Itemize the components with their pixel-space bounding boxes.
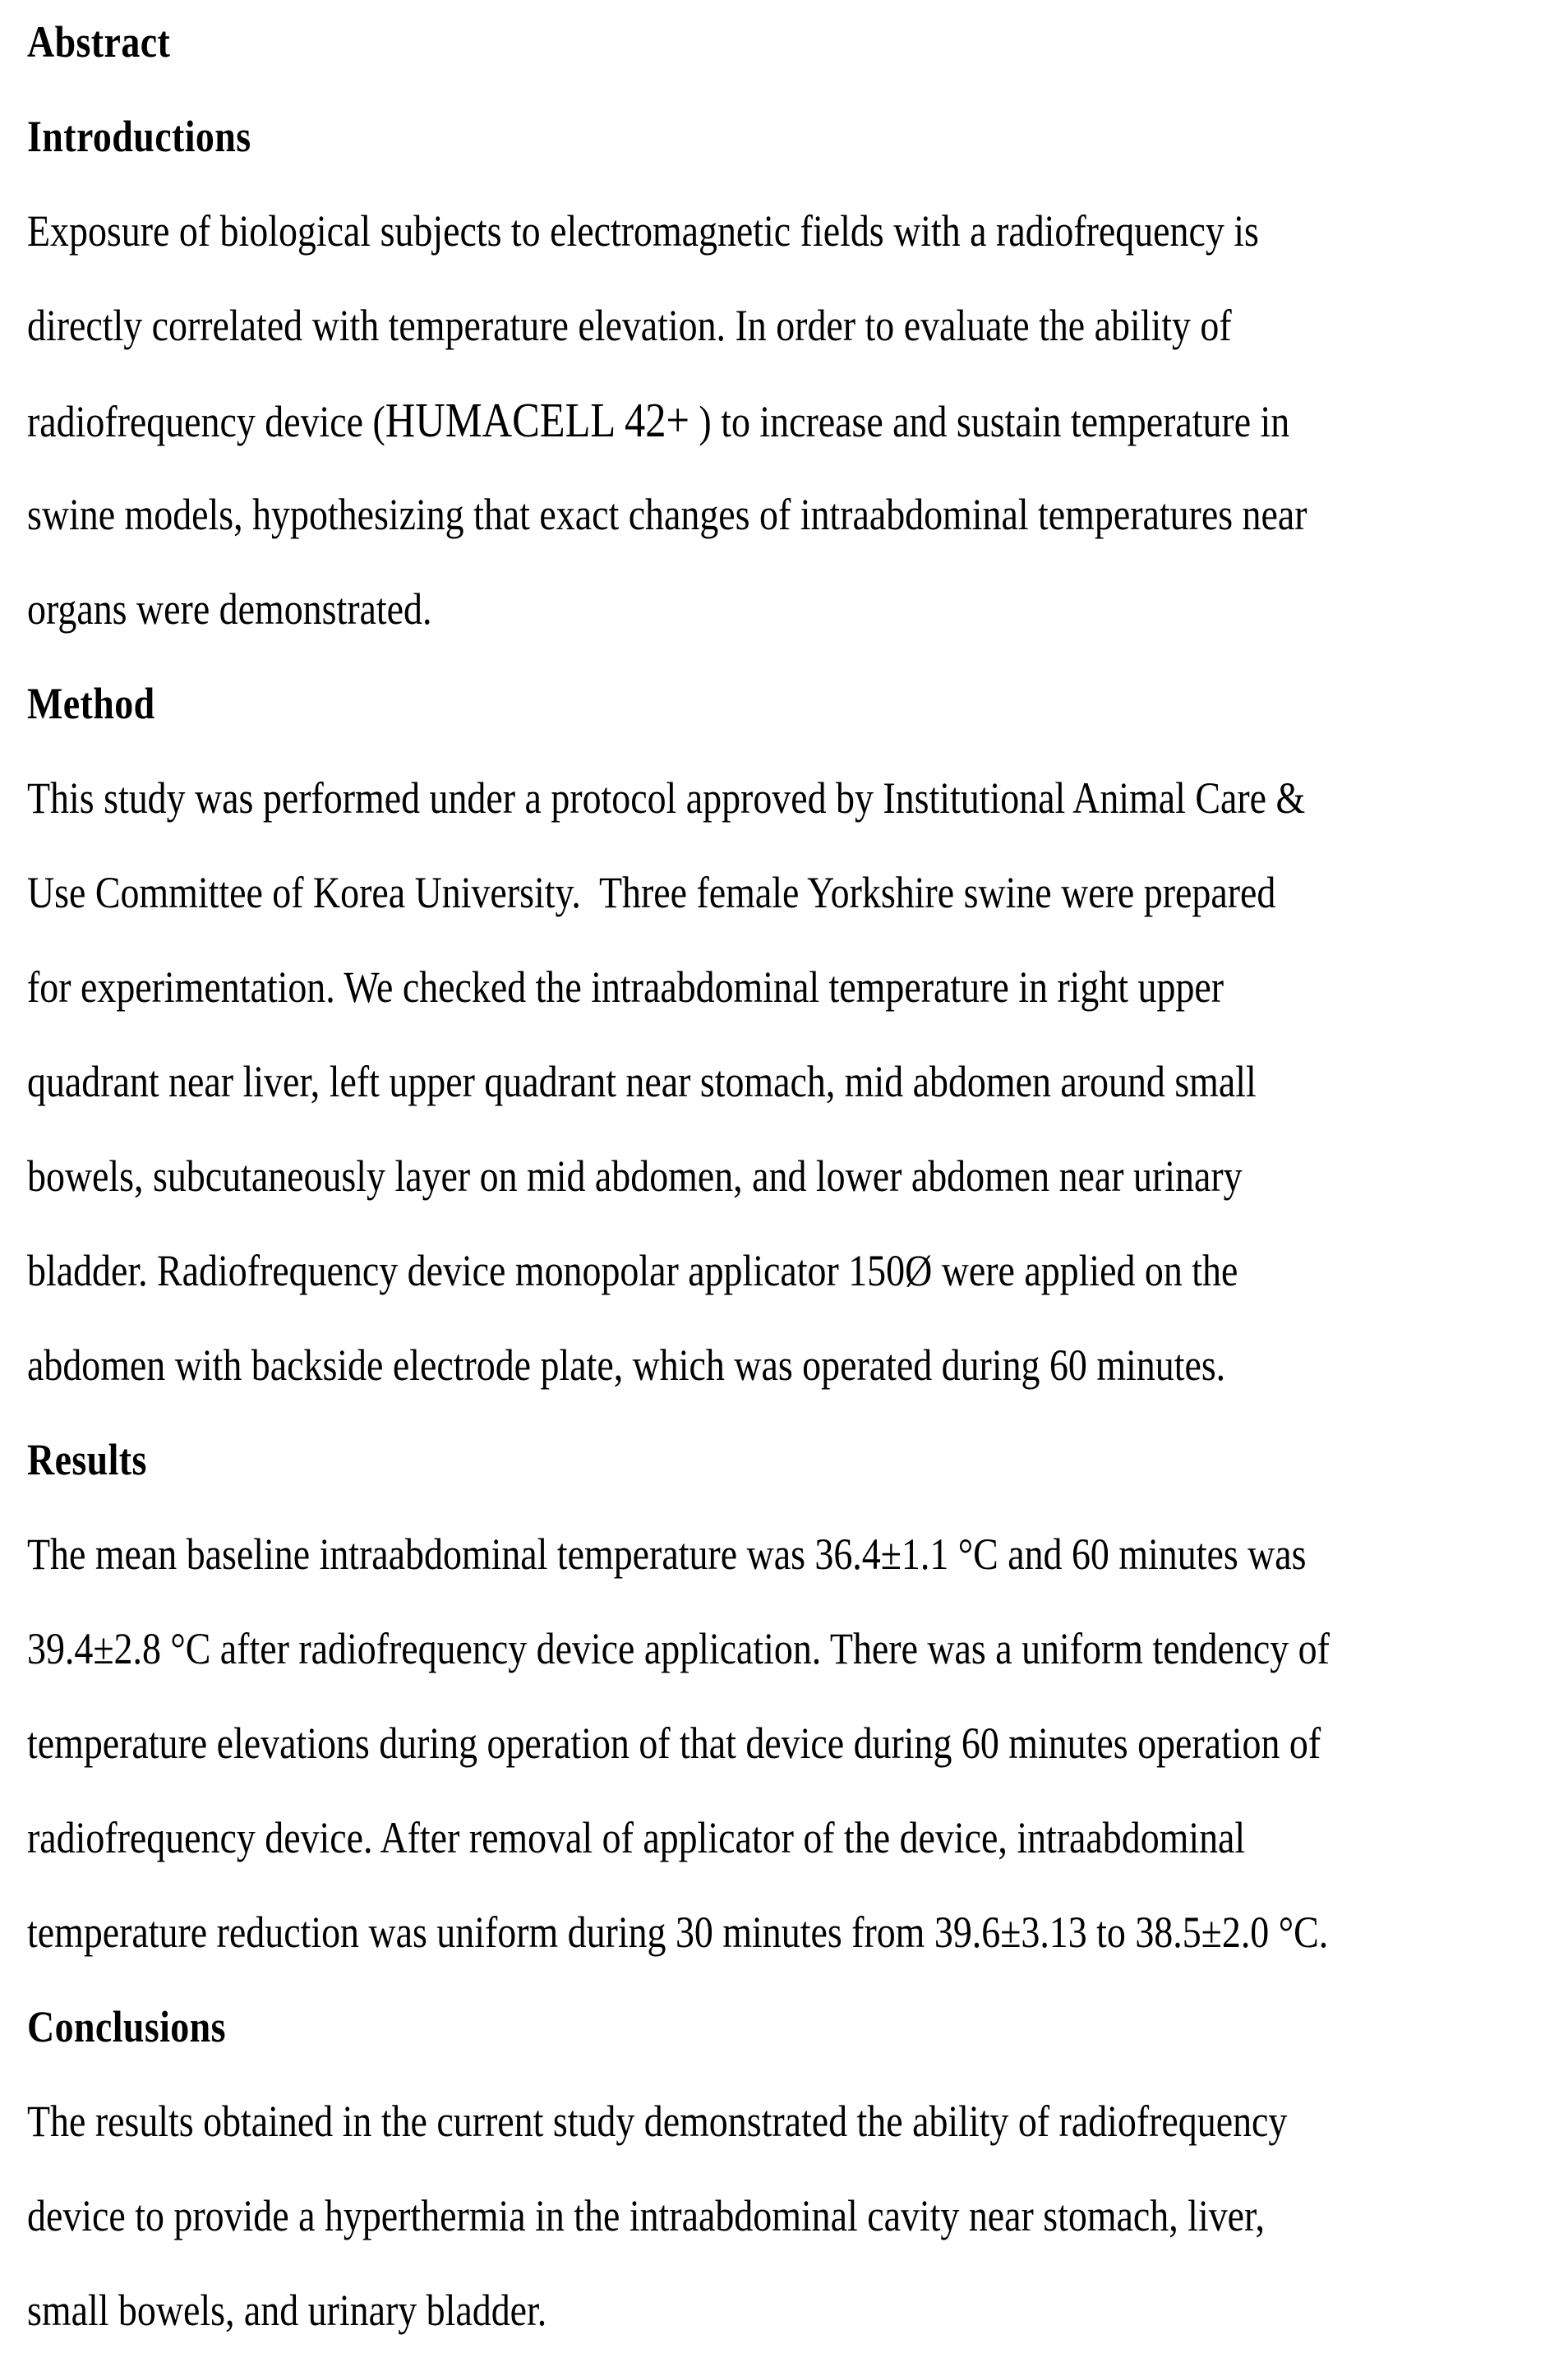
text-line-content <box>27 1791 1245 1885</box>
text-segment: swine models, hypothesizing that exact changes of intraabdominal temperatures near <box>27 490 1307 539</box>
text-line-content <box>27 751 1305 846</box>
text-line-content <box>27 1129 1243 1224</box>
section-heading-text: Results <box>27 1435 147 1484</box>
text-segment: small bowels, and urinary bladder. <box>27 2286 547 2335</box>
device-name-humacell: HUMACELL 42+ <box>385 393 689 447</box>
text-line-content <box>27 2074 1287 2169</box>
text-segment: organs were demonstrated. <box>27 584 432 634</box>
section-heading-conclusions <box>27 1980 1552 2074</box>
text-segment: device to provide a hyperthermia in the intraabdominal cavity near stomach, liver, <box>27 2191 1265 2240</box>
text-segment: Use Committee of Korea University. Three female Yorkshire swine were prepared <box>27 868 1276 917</box>
section-heading-abstract <box>27 0 1552 90</box>
text-line <box>27 1791 1552 1885</box>
text-segment: temperature elevations during operation of that device during 60 minutes operation of <box>27 1719 1321 1768</box>
text-segment: quadrant near liver, left upper quadrant near stomach, mid abdomen around small <box>27 1057 1257 1106</box>
text-segment: abdomen with backside electrode plate, which was operated during 60 minutes. <box>27 1340 1226 1390</box>
text-line-content <box>27 940 1224 1035</box>
text-line <box>27 846 1552 940</box>
text-segment: bowels, subcutaneously layer on mid abdomen, and lower abdomen near urinary <box>27 1151 1243 1201</box>
section-heading-introductions <box>27 90 1552 184</box>
text-line-content <box>27 2169 1265 2263</box>
text-line-content <box>27 1602 1330 1696</box>
text-line-content <box>27 1318 1225 1413</box>
section-heading-method <box>27 657 1552 751</box>
section-heading-text: Abstract <box>27 17 171 67</box>
section-heading-results <box>27 1413 1552 1507</box>
text-line-content <box>27 846 1275 940</box>
text-line <box>27 1318 1552 1413</box>
text-segment: The results obtained in the current study demonstrated the ability of radiofrequency <box>27 2097 1288 2146</box>
text-segment: for experimentation. We checked the intraabdominal temperature in right upper <box>27 962 1224 1012</box>
text-segment: directly correlated with temperature elevation. In order to evaluate the ability of <box>27 301 1232 350</box>
text-line <box>27 1224 1552 1318</box>
text-line-content <box>27 468 1307 562</box>
text-segment: bladder. Radiofrequency device monopolar applicator 150Ø were applied on the <box>27 1246 1238 1295</box>
text-line <box>27 2263 1552 2353</box>
text-line <box>27 1602 1552 1696</box>
text-line <box>27 1696 1552 1791</box>
text-line <box>27 1035 1552 1129</box>
text-line <box>27 279 1552 373</box>
text-line-content <box>27 1507 1307 1602</box>
text-line-content <box>27 279 1232 373</box>
text-segment: Exposure of biological subjects to electromagnetic fields with a radiofrequency is <box>27 206 1259 256</box>
text-line-content <box>27 184 1259 279</box>
text-line <box>27 184 1552 279</box>
text-line <box>27 2169 1552 2263</box>
text-line-content <box>27 2263 546 2353</box>
text-segment: radiofrequency device ( <box>27 397 385 446</box>
text-line-content <box>27 1224 1238 1318</box>
text-line-content <box>27 1885 1328 1980</box>
text-line <box>27 373 1552 468</box>
text-line <box>27 940 1552 1035</box>
section-heading-text: Introductions <box>27 112 251 161</box>
text-line <box>27 562 1552 657</box>
text-segment: The mean baseline intraabdominal temperature was 36.4±1.1 °C and 60 minutes was <box>27 1529 1307 1579</box>
text-segment: ) to increase and sustain temperature in <box>689 397 1290 446</box>
text-line <box>27 468 1552 562</box>
text-line <box>27 1129 1552 1224</box>
text-line <box>27 1507 1552 1602</box>
text-line-content <box>27 373 1289 469</box>
text-line-content <box>27 1696 1321 1791</box>
text-line-content <box>27 1035 1257 1129</box>
text-segment: radiofrequency device. After removal of applicator of the device, intraabdominal <box>27 1813 1246 1862</box>
text-segment: temperature reduction was uniform during 30 minutes from 39.6±3.13 to 38.5±2.0 °C. <box>27 1908 1329 1957</box>
text-line <box>27 751 1552 846</box>
text-segment: 39.4±2.8 °C after radiofrequency device application. There was a uniform tendency of <box>27 1624 1330 1673</box>
text-line-content <box>27 562 431 657</box>
section-heading-text: Method <box>27 679 155 728</box>
text-segment: This study was performed under a protocol approved by Institutional Animal Care & <box>27 773 1306 823</box>
text-line <box>27 2074 1552 2169</box>
text-line <box>27 1885 1552 1980</box>
section-heading-text: Conclusions <box>27 2002 226 2051</box>
